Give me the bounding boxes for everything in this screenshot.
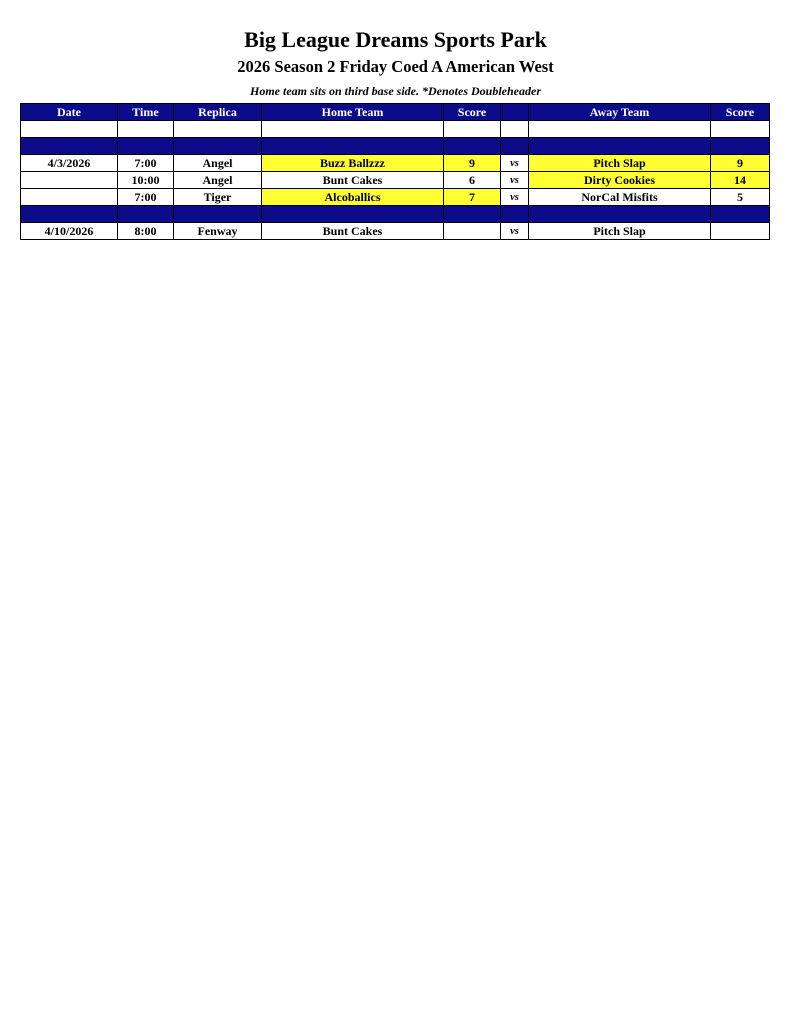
separator-cell (529, 206, 711, 223)
separator-cell (501, 206, 529, 223)
home-score-cell: 7 (444, 189, 501, 206)
away-team-cell: Pitch Slap (529, 223, 711, 240)
away-team-cell: Dirty Cookies (529, 172, 711, 189)
col-header-vs (501, 104, 529, 121)
blank-cell (444, 121, 501, 138)
away-team-cell: NorCal Misfits (529, 189, 711, 206)
col-header-home-team: Home Team (262, 104, 444, 121)
home-score-cell: 9 (444, 155, 501, 172)
vs-cell: vs (501, 223, 529, 240)
separator-cell (118, 206, 174, 223)
away-score-cell: 9 (711, 155, 770, 172)
date-cell: 4/3/2026 (21, 155, 118, 172)
page-title: Big League Dreams Sports Park (244, 27, 547, 52)
separator-cell (21, 138, 118, 155)
away-score-cell: 14 (711, 172, 770, 189)
col-header-away-team: Away Team (529, 104, 711, 121)
col-header-home-score: Score (444, 104, 501, 121)
vs-cell: vs (501, 189, 529, 206)
separator-cell (529, 138, 711, 155)
blank-row (21, 121, 770, 138)
home-score-cell (444, 223, 501, 240)
table-header-row (21, 104, 770, 121)
schedule-table (20, 103, 770, 240)
replica-cell: Angel (174, 172, 262, 189)
date-cell (21, 172, 118, 189)
time-cell: 8:00 (118, 223, 174, 240)
table-row (21, 189, 770, 206)
separator-cell (501, 138, 529, 155)
col-header-replica: Replica (174, 104, 262, 121)
table-row (21, 223, 770, 240)
separator-cell (711, 206, 770, 223)
vs-cell: vs (501, 172, 529, 189)
separator-cell (174, 206, 262, 223)
blank-cell (118, 121, 174, 138)
separator-cell (444, 138, 501, 155)
away-score-cell: 5 (711, 189, 770, 206)
col-header-away-score: Score (711, 104, 770, 121)
time-cell: 10:00 (118, 172, 174, 189)
table-row (21, 155, 770, 172)
separator-cell (174, 138, 262, 155)
blank-cell (174, 121, 262, 138)
separator-cell (21, 206, 118, 223)
blank-cell (529, 121, 711, 138)
week-separator-row (21, 138, 770, 155)
home-team-cell: Bunt Cakes (262, 223, 444, 240)
time-cell: 7:00 (118, 189, 174, 206)
home-team-cell: Alcoballics (262, 189, 444, 206)
separator-cell (444, 206, 501, 223)
date-cell (21, 189, 118, 206)
col-header-date: Date (21, 104, 118, 121)
home-team-cell: Bunt Cakes (262, 172, 444, 189)
replica-cell: Angel (174, 155, 262, 172)
blank-cell (262, 121, 444, 138)
time-cell: 7:00 (118, 155, 174, 172)
blank-cell (711, 121, 770, 138)
schedule-subtitle: 2026 Season 2 Friday Coed A American West (237, 57, 554, 76)
replica-cell: Tiger (174, 189, 262, 206)
separator-cell (262, 138, 444, 155)
date-cell: 4/10/2026 (21, 223, 118, 240)
replica-cell: Fenway (174, 223, 262, 240)
home-score-cell: 6 (444, 172, 501, 189)
vs-cell: vs (501, 155, 529, 172)
col-header-time: Time (118, 104, 174, 121)
away-team-cell: Pitch Slap (529, 155, 711, 172)
week-separator-row (21, 206, 770, 223)
blank-cell (501, 121, 529, 138)
away-score-cell (711, 223, 770, 240)
separator-cell (118, 138, 174, 155)
separator-cell (711, 138, 770, 155)
blank-cell (21, 121, 118, 138)
home-team-cell: Buzz Ballzzz (262, 155, 444, 172)
table-row (21, 172, 770, 189)
schedule-note: Home team sits on third base side. *Denotes Doubleheader (250, 84, 541, 98)
separator-cell (262, 206, 444, 223)
